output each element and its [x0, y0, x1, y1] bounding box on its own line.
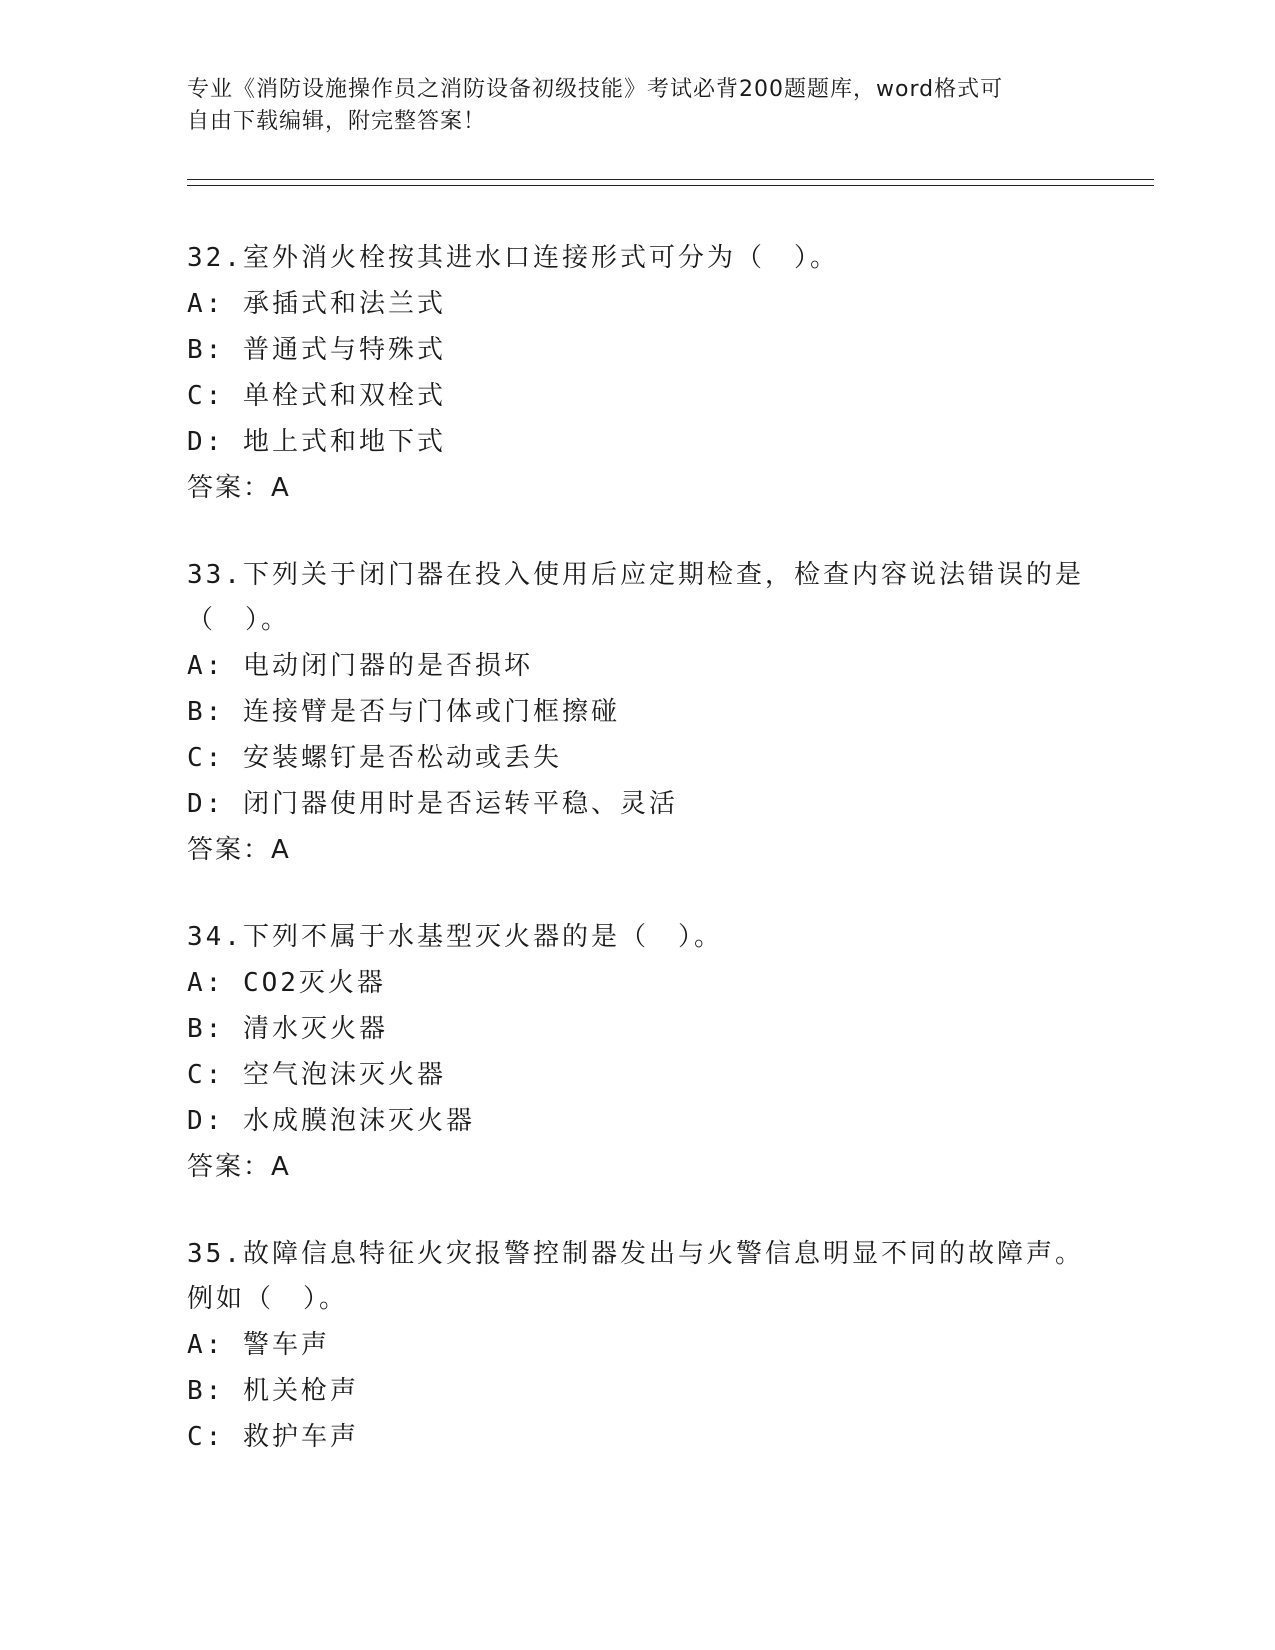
- option-a: A: 警车声: [187, 1330, 330, 1360]
- option-a: A: CO2灭火器: [187, 968, 386, 998]
- option-d: D: 水成膜泡沫灭火器: [187, 1106, 475, 1136]
- question-35: [187, 1232, 1087, 1460]
- header-divider: [187, 179, 1154, 186]
- answer: 答案：A: [187, 1152, 291, 1182]
- answer: 答案：A: [187, 835, 291, 865]
- question-34: [187, 915, 1087, 1190]
- option-a: A: 承插式和法兰式: [187, 289, 446, 319]
- answer: 答案：A: [187, 473, 291, 503]
- option-b: B: 清水灭火器: [187, 1014, 388, 1044]
- question-stem: 34.下列不属于水基型灭火器的是（ ）。: [187, 922, 723, 952]
- option-c: C: 安装螺钉是否松动或丢失: [187, 743, 562, 773]
- header-line-2: 自由下载编辑，附完整答案！: [187, 109, 487, 134]
- option-b: B: 机关枪声: [187, 1376, 359, 1406]
- option-d: D: 地上式和地下式: [187, 427, 446, 457]
- option-a: A: 电动闭门器的是否损坏: [187, 651, 533, 681]
- question-stem: 32.室外消火栓按其进水口连接形式可分为（ ）。: [187, 243, 839, 273]
- option-b: B: 连接臂是否与门体或门框擦碰: [187, 697, 620, 727]
- option-c: C: 救护车声: [187, 1422, 359, 1452]
- option-c: C: 空气泡沫灭火器: [187, 1060, 446, 1090]
- document-header: [187, 74, 1067, 138]
- question-33: [187, 553, 1087, 873]
- question-stem: 33.下列关于闭门器在投入使用后应定期检查，检查内容说法错误的是（ ）。: [187, 560, 1084, 635]
- question-list: [187, 236, 1087, 1502]
- question-stem: 35.故障信息特征火灾报警控制器发出与火警信息明显不同的故障声。例如（ ）。: [187, 1239, 1084, 1314]
- option-d: D: 闭门器使用时是否运转平稳、灵活: [187, 789, 678, 819]
- question-32: [187, 236, 1087, 511]
- header-line-1: 专业《消防设施操作员之消防设备初级技能》考试必背200题题库，word格式可: [187, 77, 1004, 102]
- option-b: B: 普通式与特殊式: [187, 335, 446, 365]
- option-c: C: 单栓式和双栓式: [187, 381, 446, 411]
